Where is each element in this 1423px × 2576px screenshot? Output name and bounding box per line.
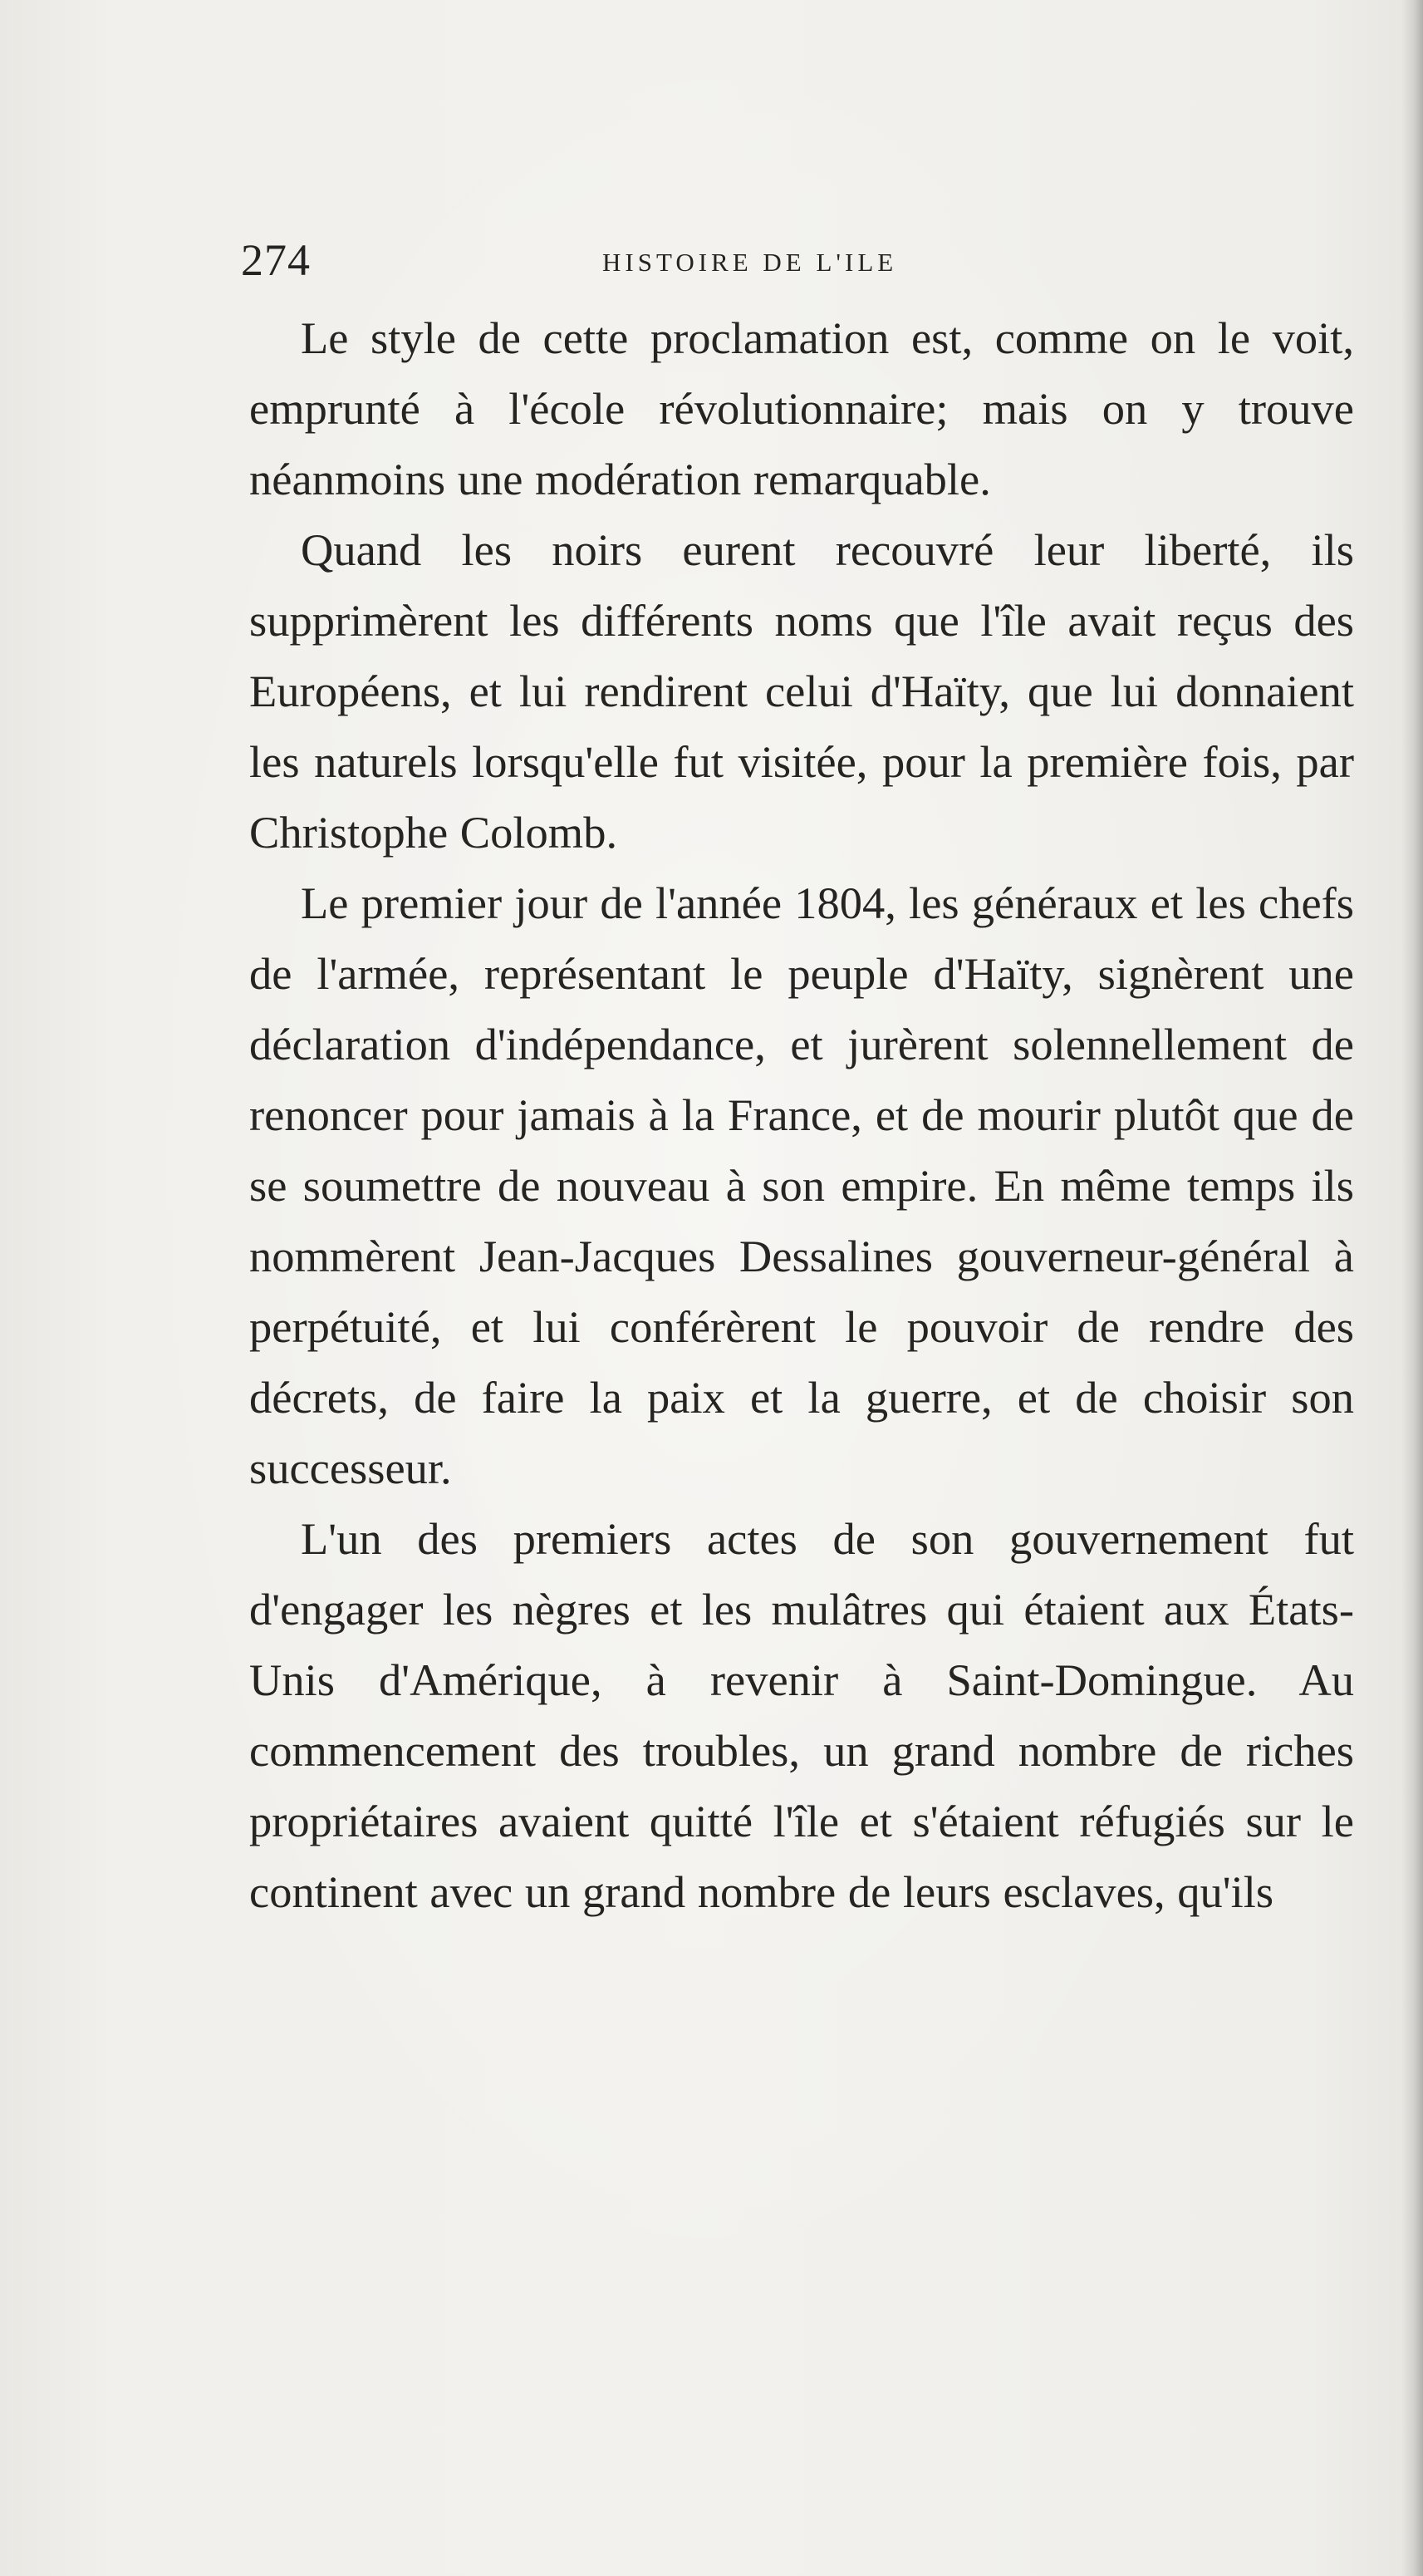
running-title: HISTOIRE DE L'ILE <box>602 248 898 277</box>
paragraph: Le style de cette proclamation est, comme on le voit, emprunté à l'école révolutionnaire; mais on y trouve néanmoins une modération remarquable. <box>249 312 1354 504</box>
paragraph: L'un des premiers actes de son gouvernement fut d'engager les nègres et les mulâtres qui étaient aux États-Unis d'Amérique, à revenir à Saint-Domingue. Au commencement des troubles, un grand nombre de riches propriétaires avaient quitté l'île et s'étaient réfugiés sur le continent avec un grand nombre de leurs esclaves, qu'ils <box>249 1513 1354 1917</box>
page-number: 274 <box>241 235 311 285</box>
paragraph: Quand les noirs eurent recouvré leur liberté, ils supprimèrent les différents noms que l'île avait reçus des Européens, et lui rendirent celui d'Haïty, que lui donnaient les naturels lorsqu'elle fut visitée, pour la première fois, par Christophe Colomb. <box>249 524 1354 858</box>
paragraph: Le premier jour de l'année 1804, les généraux et les chefs de l'armée, représentant le peuple d'Haïty, signèrent une déclaration d'indépendance, et jurèrent solennellement de renoncer pour jamais à la France, et de mourir plutôt que de se soumettre de nouveau à son empire. En même temps ils nommèrent Jean-Jacques Dessalines gouverneur-général à perpétuité, et lui conférèrent le pouvoir de rendre des décrets, de faire la paix et la guerre, et de choisir son successeur. <box>249 878 1354 1493</box>
page-edge-shadow <box>1401 0 1423 2576</box>
running-head <box>241 231 1030 289</box>
body-text <box>249 302 1354 1927</box>
